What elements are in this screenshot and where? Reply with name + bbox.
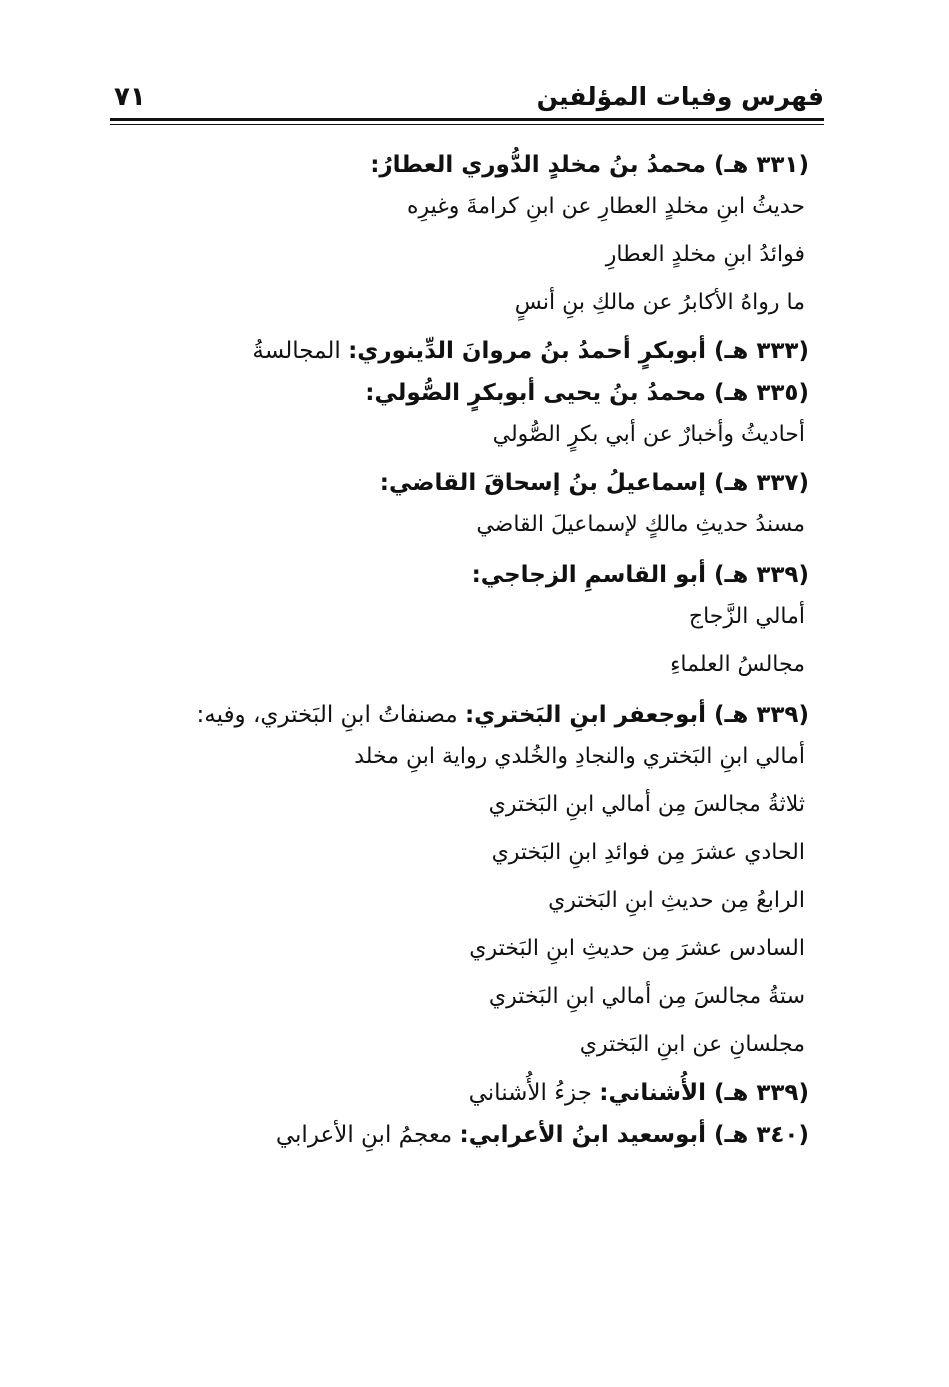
entry-heading <box>169 1119 809 1151</box>
work-title: مجالسُ العلماءِ <box>670 652 805 677</box>
entry-heading <box>169 335 809 367</box>
work-title: فوائدُ ابنِ مخلدٍ العطارِ <box>605 242 805 267</box>
author-heading: (٣٣٣ هـ) أبوبكرٍ أحمدُ بنُ مروانَ الدِّينوري: <box>348 338 809 364</box>
entry-heading <box>169 149 809 181</box>
author-heading: (٣٣٩ هـ) أبو القاسمِ الزجاجي: <box>471 562 809 588</box>
work-title: الرابعُ مِن حديثِ ابنِ البَختري <box>548 888 805 913</box>
work-title: أمالي الزَّجاج <box>688 604 805 629</box>
entry-heading <box>169 559 809 591</box>
author-heading: (٣٤٠ هـ) أبوسعيد ابنُ الأعرابي: <box>459 1122 809 1148</box>
work-title: مسندُ حديثِ مالكٍ لإسماعيلَ القاضي <box>476 512 805 537</box>
running-title: فهرس وفيات المؤلفين <box>536 82 824 111</box>
page-header <box>110 82 824 116</box>
author-note: معجمُ ابنِ الأعرابي <box>275 1122 460 1148</box>
work-title: ثلاثةُ مجالسَ مِن أمالي ابنِ البَختري <box>488 792 805 817</box>
author-note: المجالسةُ <box>252 338 349 364</box>
page-number: ٧١ <box>114 82 146 112</box>
work-title: أحاديثُ وأخبارٌ عن أبي بكرٍ الصُّولي <box>492 422 805 447</box>
author-note: جزءُ الأُشناني <box>468 1080 600 1106</box>
work-title: ستةُ مجالسَ مِن أمالي ابنِ البَختري <box>488 984 805 1009</box>
work-title: أمالي ابنِ البَختري والنجادِ والخُلدي رواية ابنِ مخلد <box>354 744 805 769</box>
author-heading: (٣٣٥ هـ) محمدُ بنُ يحيى أبوبكرٍ الصُّولي: <box>365 380 809 406</box>
header-rule-thick <box>110 118 824 121</box>
work-title: مجلسانِ عن ابنِ البَختري <box>579 1032 805 1057</box>
index-content <box>169 143 809 1161</box>
work-title: ما رواهُ الأكابرُ عن مالكِ بنِ أنسٍ <box>514 290 805 315</box>
author-note: مصنفاتُ ابنِ البَختري، وفيه: <box>196 702 465 728</box>
header-rule-thin <box>110 124 824 125</box>
author-heading: (٣٣٧ هـ) إسماعيلُ بنُ إسحاقَ القاضي: <box>379 470 809 496</box>
work-title: السادس عشرَ مِن حديثِ ابنِ البَختري <box>469 936 805 961</box>
work-title: حديثُ ابنِ مخلدٍ العطارِ عن ابنِ كرامةَ وغيرِه <box>406 194 805 219</box>
entry-heading <box>169 699 809 731</box>
author-heading: (٣٣٩ هـ) أبوجعفر ابنِ البَختري: <box>464 702 809 728</box>
author-heading: (٣٣١ هـ) محمدُ بنُ مخلدٍ الدُّوري العطارُ: <box>370 152 809 178</box>
entry-heading <box>169 1077 809 1109</box>
entry-heading <box>169 377 809 409</box>
entry-heading <box>169 467 809 499</box>
work-title: الحادي عشرَ مِن فوائدِ ابنِ البَختري <box>491 840 805 865</box>
author-heading: (٣٣٩ هـ) الأُشناني: <box>599 1080 809 1106</box>
